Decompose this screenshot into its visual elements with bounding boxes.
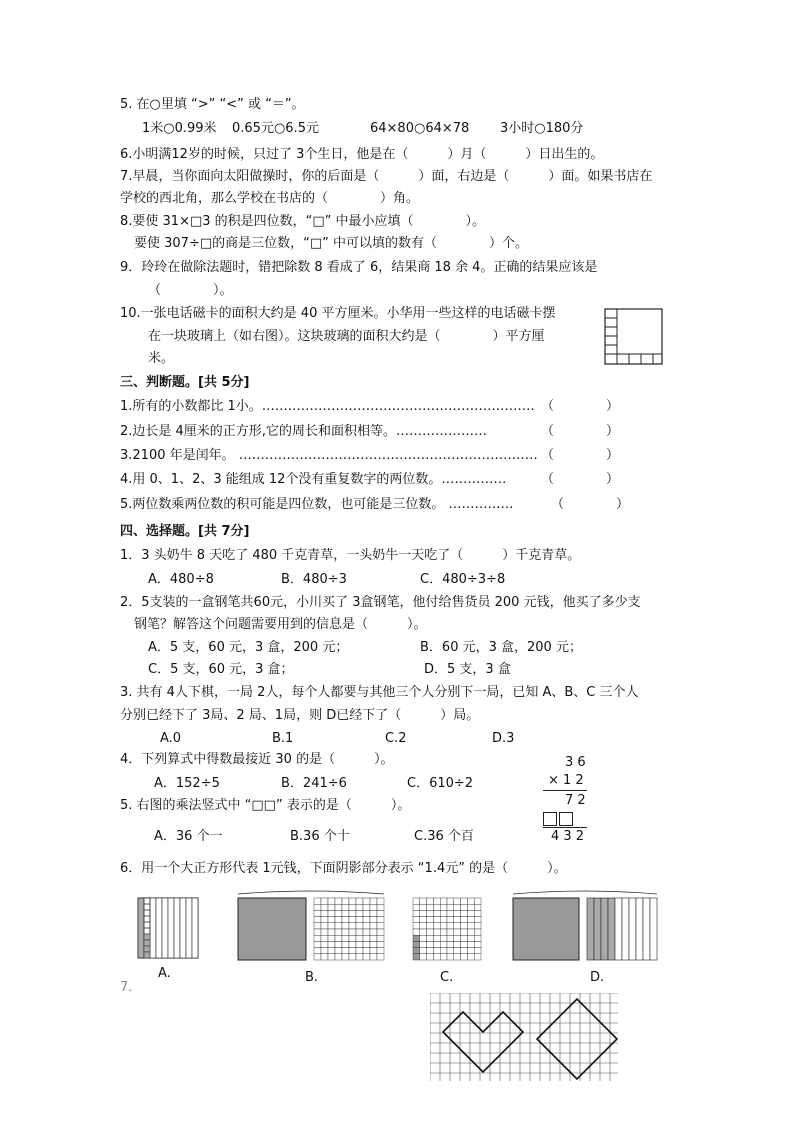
vm-top: 3 6 <box>565 755 586 770</box>
phone-card-glass-figure <box>604 308 664 366</box>
choice-q1-stem: 1．3 头奶牛 8 天吃了 480 千克青草，一头奶牛一天吃了（ ）千克青草。 <box>120 548 581 563</box>
vm-partial: 7 2 <box>565 793 586 808</box>
judge-item-2: 2.边长是 4厘米的正方形,它的周长和面积相等。………………… <box>120 424 487 439</box>
vm-blank-box-1 <box>543 812 557 826</box>
q8-line-1: 8.要使 31×□3 的积是四位数，“□” 中最小应填（ ）。 <box>120 214 486 229</box>
choice-q3-option-b[interactable]: B.1 <box>272 731 294 746</box>
strip <box>150 898 156 958</box>
vm-line-2 <box>543 827 587 828</box>
q5-item-2: 0.65元○6.5元 <box>232 121 319 136</box>
choice-q3-option-d[interactable]: D.3 <box>492 731 515 746</box>
choice-q1-option-a[interactable]: A．480÷8 <box>148 572 214 587</box>
strip <box>162 898 168 958</box>
q6-option-d[interactable]: D. <box>590 970 605 985</box>
choice-q2-stem-1: 2．5支装的一盒钢笔共60元，小川买了 3盒钢笔，他付给售货员 200 元钱，他买了多少支 <box>120 595 641 610</box>
choice-q2-stem-2: 钢笔？解答这个问题需要用到的信息是（ ）。 <box>134 617 427 632</box>
choice-q5-option-a[interactable]: A．36 个一 <box>154 829 223 844</box>
q7-line-1: 7.早晨，当你面向太阳做操时，你的后面是（ ）面，右边是（ ）面。如果书店在 <box>120 169 653 184</box>
choice-heading: 四、选择题。[共 7分] <box>120 524 250 539</box>
q6-option-a[interactable]: A. <box>158 966 171 981</box>
choice-q5-stem: 5. 右图的乘法竖式中 “□□” 表示的是（ ）。 <box>120 798 411 813</box>
q7-grid-figure <box>430 993 618 1081</box>
judge-heading: 三、判断题。[共 5分] <box>120 375 250 390</box>
q9-line-2: （ ）。 <box>148 283 233 298</box>
choice-q5-option-c[interactable]: C.36 个百 <box>414 829 474 844</box>
choice-q4-option-b[interactable]: B．241÷6 <box>281 776 347 791</box>
q5-title: 5. 在○里填 “>” “<” 或 “＝”。 <box>120 97 305 112</box>
choice-q5-option-b[interactable]: B.36 个十 <box>290 829 350 844</box>
judge-paren-3[interactable]: （ ） <box>541 448 620 463</box>
vm-result: 4 3 2 <box>551 829 585 844</box>
judge-paren-2[interactable]: （ ） <box>541 424 620 439</box>
strip <box>174 898 180 958</box>
q10-line-1: 10.一张电话磁卡的面积大约是 40 平方厘米。小华用一些这样的电话磁卡摆 <box>120 306 556 321</box>
q6-text: 6.小明满12岁的时候，只过了 3个生日，他是在（ ）月（ ）日出生的。 <box>120 147 604 162</box>
choice-q4-option-c[interactable]: C．610÷2 <box>407 776 474 791</box>
q6-figures <box>130 888 670 988</box>
choice-q6-stem: 6．用一个大正方形代表 1元钱，下面阴影部分表示 “1.4元” 的是（ ）。 <box>120 861 567 876</box>
q10-line-2: 在一块玻璃上（如右图）。这块玻璃的面积大约是（ ）平方厘 <box>148 329 545 344</box>
choice-q1-option-c[interactable]: C．480÷3÷8 <box>420 572 506 587</box>
q8-line-2: 要使 307÷□的商是三位数，“□” 中可以填的数有（ ）个。 <box>134 236 529 251</box>
choice-q2-option-a[interactable]: A．5 支，60 元，3 盒，200 元； <box>148 640 349 655</box>
choice-q2-option-b[interactable]: B．60 元，3 盒，200 元； <box>420 640 582 655</box>
strip <box>192 898 198 958</box>
judge-paren-5[interactable]: （ ） <box>551 497 630 512</box>
judge-paren-1[interactable]: （ ） <box>541 399 620 414</box>
q6-option-b[interactable]: B. <box>305 970 319 985</box>
q7-line-2: 学校的西北角，那么学校在书店的（ ）角。 <box>120 191 420 206</box>
q7-partial-label: 7． <box>120 980 142 995</box>
q9-line-1: 9．玲玲在做除法题时，错把除数 8 看成了 6，结果商 18 余 4。正确的结果应该是 <box>120 260 598 275</box>
vm-line-1 <box>543 790 587 791</box>
choice-q4-option-a[interactable]: A．152÷5 <box>154 776 220 791</box>
judge-paren-4[interactable]: （ ） <box>541 472 620 487</box>
strip <box>168 898 174 958</box>
choice-q3-stem-1: 3. 共有 4人下棋，一局 2人，每个人都要与其他三个人分别下一局，已知 A、B、C 三个人 <box>120 685 639 700</box>
strip <box>156 898 162 958</box>
choice-q2-option-c[interactable]: C．5 支，60 元，3 盒； <box>148 662 294 677</box>
q5-item-3: 64×80○64×78 <box>370 121 470 136</box>
judge-item-4: 4.用 0、1、2、3 能组成 12个没有重复数字的两位数。…………… <box>120 472 507 487</box>
choice-q3-option-a[interactable]: A.0 <box>160 731 182 746</box>
choice-q3-option-c[interactable]: C.2 <box>385 731 407 746</box>
strip <box>180 898 186 958</box>
choice-q4-stem: 4．下列算式中得数最接近 30 的是（ ）。 <box>120 752 394 767</box>
vm-blank-box-2 <box>559 812 573 826</box>
choice-q3-stem-2: 分别已经下了 3局、2 局、1局，则 D已经下了（ ）局。 <box>120 708 480 723</box>
vm-multiplier: × 1 2 <box>548 773 584 788</box>
q10-line-3: 米。 <box>148 351 175 366</box>
diamond-shape <box>537 999 617 1079</box>
judge-item-5: 5.两位数乘两位数的积可能是四位数，也可能是三位数。 …………… <box>120 497 514 512</box>
judge-item-3: 3.2100 年是闰年。 …………………………………………………………… <box>120 448 538 463</box>
q6-option-c[interactable]: C. <box>440 970 454 985</box>
choice-q2-option-d[interactable]: D．5 支，3 盒 <box>424 662 511 677</box>
q5-item-1: 1米○0.99米 <box>142 121 217 136</box>
strip <box>186 898 192 958</box>
choice-q1-option-b[interactable]: B．480÷3 <box>281 572 347 587</box>
strip <box>138 898 144 958</box>
q5-item-4: 3小时○180分 <box>500 121 584 136</box>
judge-item-1: 1.所有的小数都比 1小。……………………………………………………… <box>120 399 535 414</box>
